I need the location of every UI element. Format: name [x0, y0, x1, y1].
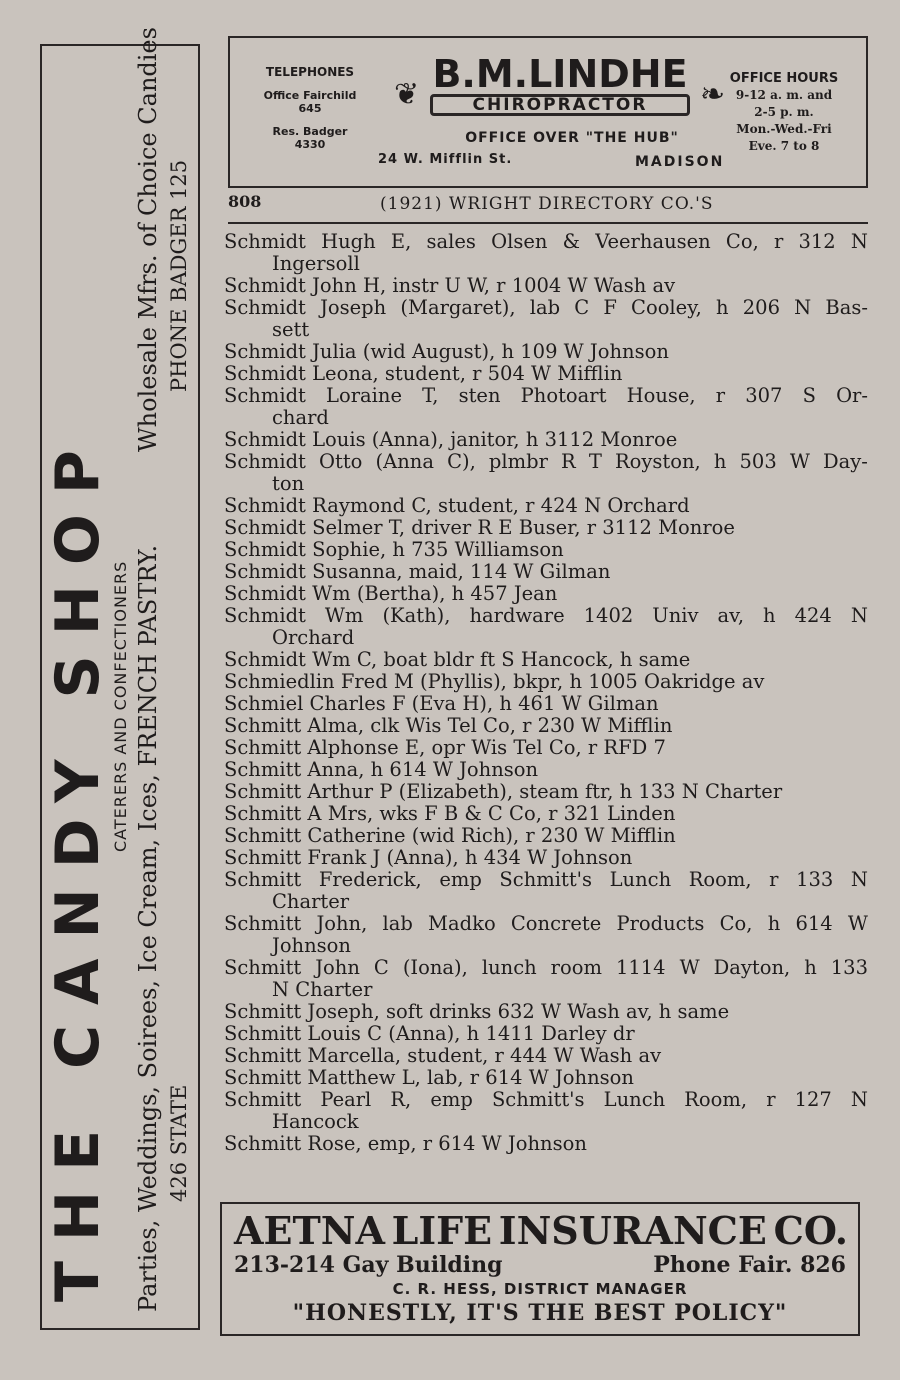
candy-shop-wholesale: Wholesale Mfrs. of Choice Candies	[134, 27, 162, 452]
directory-entry-line: Schmidt Leona, student, r 504 W Mifflin	[224, 362, 623, 385]
directory-entry-line: Schmidt Joseph (Margaret), lab C F Cooley, h 206 N Bas-	[224, 296, 868, 319]
directory-entry	[224, 495, 868, 517]
directory-entry-line: Schmitt John C (Iona), lunch room 1114 W Dayton, h 133	[224, 956, 868, 979]
directory-entry	[224, 803, 868, 825]
directory-entry-continuation: ton	[272, 472, 305, 495]
directory-entry	[224, 825, 868, 847]
office-telephone: Office Fairchild	[263, 89, 357, 102]
candy-shop-address: 426 STATE	[167, 1084, 191, 1202]
directory-entry-line: Schmidt Sophie, h 735 Williamson	[224, 538, 564, 561]
directory-entry-line: Schmitt Anna, h 614 W Johnson	[224, 758, 539, 781]
directory-entry	[224, 1045, 868, 1067]
directory-entry-continuation: Ingersoll	[272, 252, 360, 275]
directory-entry	[224, 341, 868, 363]
directory-entry	[224, 737, 868, 759]
directory-entry	[224, 1001, 868, 1023]
header-rule	[228, 222, 868, 224]
directory-entry-line: Schmitt Frederick, emp Schmitt's Lunch Room, r 133 N	[224, 868, 868, 891]
office-hours-heading: OFFICE HOURS	[729, 71, 839, 86]
directory-entry	[224, 363, 868, 385]
directory-entry-line: Schmidt Raymond C, student, r 424 N Orchard	[224, 494, 690, 517]
residence-telephone-number: 4330	[294, 138, 326, 151]
residence-telephone: Res. Badger	[272, 125, 348, 138]
directory-entry	[224, 1023, 868, 1045]
directory-entry-line: Schmitt John, lab Madko Concrete Products Co, h 614 W	[224, 912, 868, 935]
directory-entry-line: Schmitt A Mrs, wks F B & C Co, r 321 Linden	[224, 802, 676, 825]
directory-entry	[224, 451, 868, 495]
directory-entry	[224, 671, 868, 693]
directory-entry	[224, 1089, 868, 1133]
insurance-address: 213-214 Gay Building	[234, 1252, 503, 1278]
telephones-block	[250, 66, 370, 151]
insurance-ad	[220, 1202, 860, 1336]
directory-entry-line: Schmitt Marcella, student, r 444 W Wash av	[224, 1044, 662, 1067]
directory-entry-line: Schmitt Rose, emp, r 614 W Johnson	[224, 1132, 587, 1155]
office-street: 24 W. Mifflin St.	[378, 152, 513, 167]
directory-entry-line: Schmidt Hugh E, sales Olsen & Veerhausen Co, r 312 N	[224, 230, 868, 253]
directory-entry-line: Schmidt John H, instr U W, r 1004 W Wash av	[224, 274, 676, 297]
directory-entry	[224, 715, 868, 737]
directory-entry	[224, 869, 868, 913]
insurance-phone: Phone Fair. 826	[653, 1252, 846, 1278]
office-hours-block	[724, 70, 844, 155]
insurance-manager: C. R. HESS, DISTRICT MANAGER	[392, 1280, 688, 1298]
insurance-slogan: "HONESTLY, IT'S THE BEST POLICY"	[292, 1300, 788, 1326]
directory-entry-continuation: Johnson	[272, 934, 351, 957]
directory-entry	[224, 297, 868, 341]
directory-entry-line: Schmiedlin Fred M (Phyllis), bkpr, h 1005 Oakridge av	[224, 670, 765, 693]
candy-shop-line-a	[133, 27, 163, 1312]
directory-entry-continuation: Orchard	[272, 626, 355, 649]
directory-entry-line: Schmitt Frank J (Anna), h 434 W Johnson	[224, 846, 633, 869]
insurance-company-name: AETNA LIFE INSURANCE CO.	[234, 1208, 848, 1253]
directory-entry-line: Schmidt Wm (Bertha), h 457 Jean	[224, 582, 558, 605]
directory-entry	[224, 539, 868, 561]
directory-entry	[224, 847, 868, 869]
office-telephone-number: 645	[298, 102, 322, 115]
directory-entry-line: Schmidt Selmer T, driver R E Buser, r 3112 Monroe	[224, 516, 735, 539]
page-title: (1921) WRIGHT DIRECTORY CO.'S	[380, 194, 714, 214]
directory-entry-line: Schmiel Charles F (Eva H), h 461 W Gilman	[224, 692, 659, 715]
ornament-right-icon: ❧	[700, 77, 726, 112]
office-hours-line: 2-5 p. m.	[754, 105, 814, 119]
directory-listings	[224, 231, 868, 1155]
directory-entry-line: Schmitt Joseph, soft drinks 632 W Wash av, h same	[224, 1000, 730, 1023]
directory-entry-line: Schmidt Otto (Anna C), plmbr R T Royston, h 503 W Day-	[224, 450, 868, 473]
directory-entry-continuation: sett	[272, 318, 310, 341]
candy-shop-phone: PHONE BADGER 125	[167, 159, 191, 392]
candy-shop-title: THE CANDY SHOP	[43, 430, 113, 1302]
directory-entry	[224, 693, 868, 715]
directory-entry	[224, 759, 868, 781]
directory-entry	[224, 583, 868, 605]
directory-entry-continuation: Charter	[272, 890, 350, 913]
directory-entry	[224, 957, 868, 1001]
directory-entry-line: Schmitt Alma, clk Wis Tel Co, r 230 W Mifflin	[224, 714, 673, 737]
directory-entry	[224, 275, 868, 297]
directory-entry-continuation: Hancock	[272, 1110, 359, 1133]
office-hours-line: Mon.-Wed.-Fri	[736, 122, 832, 136]
candy-shop-subtitle: CATERERS AND CONFECTIONERS	[111, 560, 130, 852]
office-city: MADISON	[635, 154, 725, 170]
office-location: OFFICE OVER "THE HUB"	[465, 130, 679, 146]
chiropractor-profession: CHIROPRACTOR	[430, 94, 690, 116]
directory-entry-line: Schmidt Julia (wid August), h 109 W Johnson	[224, 340, 669, 363]
ornament-left-icon: ❦	[394, 77, 420, 112]
directory-entry	[224, 781, 868, 803]
candy-shop-services: Parties, Weddings, Soirees, Ice Cream, Ices, FRENCH PASTRY.	[134, 544, 162, 1312]
directory-entry-line: Schmitt Pearl R, emp Schmitt's Lunch Room, r 127 N	[224, 1088, 868, 1111]
page-header	[228, 192, 868, 220]
directory-entry-line: Schmitt Arthur P (Elizabeth), steam ftr, h 133 N Charter	[224, 780, 783, 803]
directory-entry-line: Schmitt Catherine (wid Rich), r 230 W Mifflin	[224, 824, 676, 847]
candy-shop-line-b	[165, 72, 193, 1202]
directory-entry-line: Schmidt Loraine T, sten Photoart House, r 307 S Or-	[224, 384, 868, 407]
chiropractor-ad	[228, 36, 868, 188]
directory-entry-continuation: N Charter	[272, 978, 373, 1001]
directory-entry	[224, 385, 868, 429]
page-number: 808	[228, 192, 262, 211]
directory-entry	[224, 517, 868, 539]
directory-entry-line: Schmidt Wm (Kath), hardware 1402 Univ av, h 424 N	[224, 604, 868, 627]
directory-entry-line: Schmitt Louis C (Anna), h 1411 Darley dr	[224, 1022, 635, 1045]
candy-shop-ad	[40, 27, 200, 1330]
directory-entry-line: Schmidt Louis (Anna), janitor, h 3112 Monroe	[224, 428, 678, 451]
directory-entry-line: Schmidt Wm C, boat bldr ft S Hancock, h same	[224, 648, 691, 671]
directory-entry	[224, 913, 868, 957]
directory-entry	[224, 561, 868, 583]
telephones-heading: TELEPHONES	[265, 65, 355, 79]
directory-entry	[224, 605, 868, 649]
directory-entry	[224, 1133, 868, 1155]
directory-entry-line: Schmitt Matthew L, lab, r 614 W Johnson	[224, 1066, 634, 1089]
candy-shop-ad-text	[43, 27, 195, 1322]
office-hours-line: Eve. 7 to 8	[748, 139, 820, 153]
directory-entry	[224, 429, 868, 451]
office-hours-line: 9-12 a. m. and	[735, 88, 833, 102]
chiropractor-name: B.M.LINDHE	[432, 52, 688, 96]
directory-entry	[224, 1067, 868, 1089]
directory-entry	[224, 649, 868, 671]
directory-entry-continuation: chard	[272, 406, 329, 429]
directory-entry	[224, 231, 868, 275]
directory-entry-line: Schmitt Alphonse E, opr Wis Tel Co, r RFD 7	[224, 736, 666, 759]
directory-entry-line: Schmidt Susanna, maid, 114 W Gilman	[224, 560, 611, 583]
